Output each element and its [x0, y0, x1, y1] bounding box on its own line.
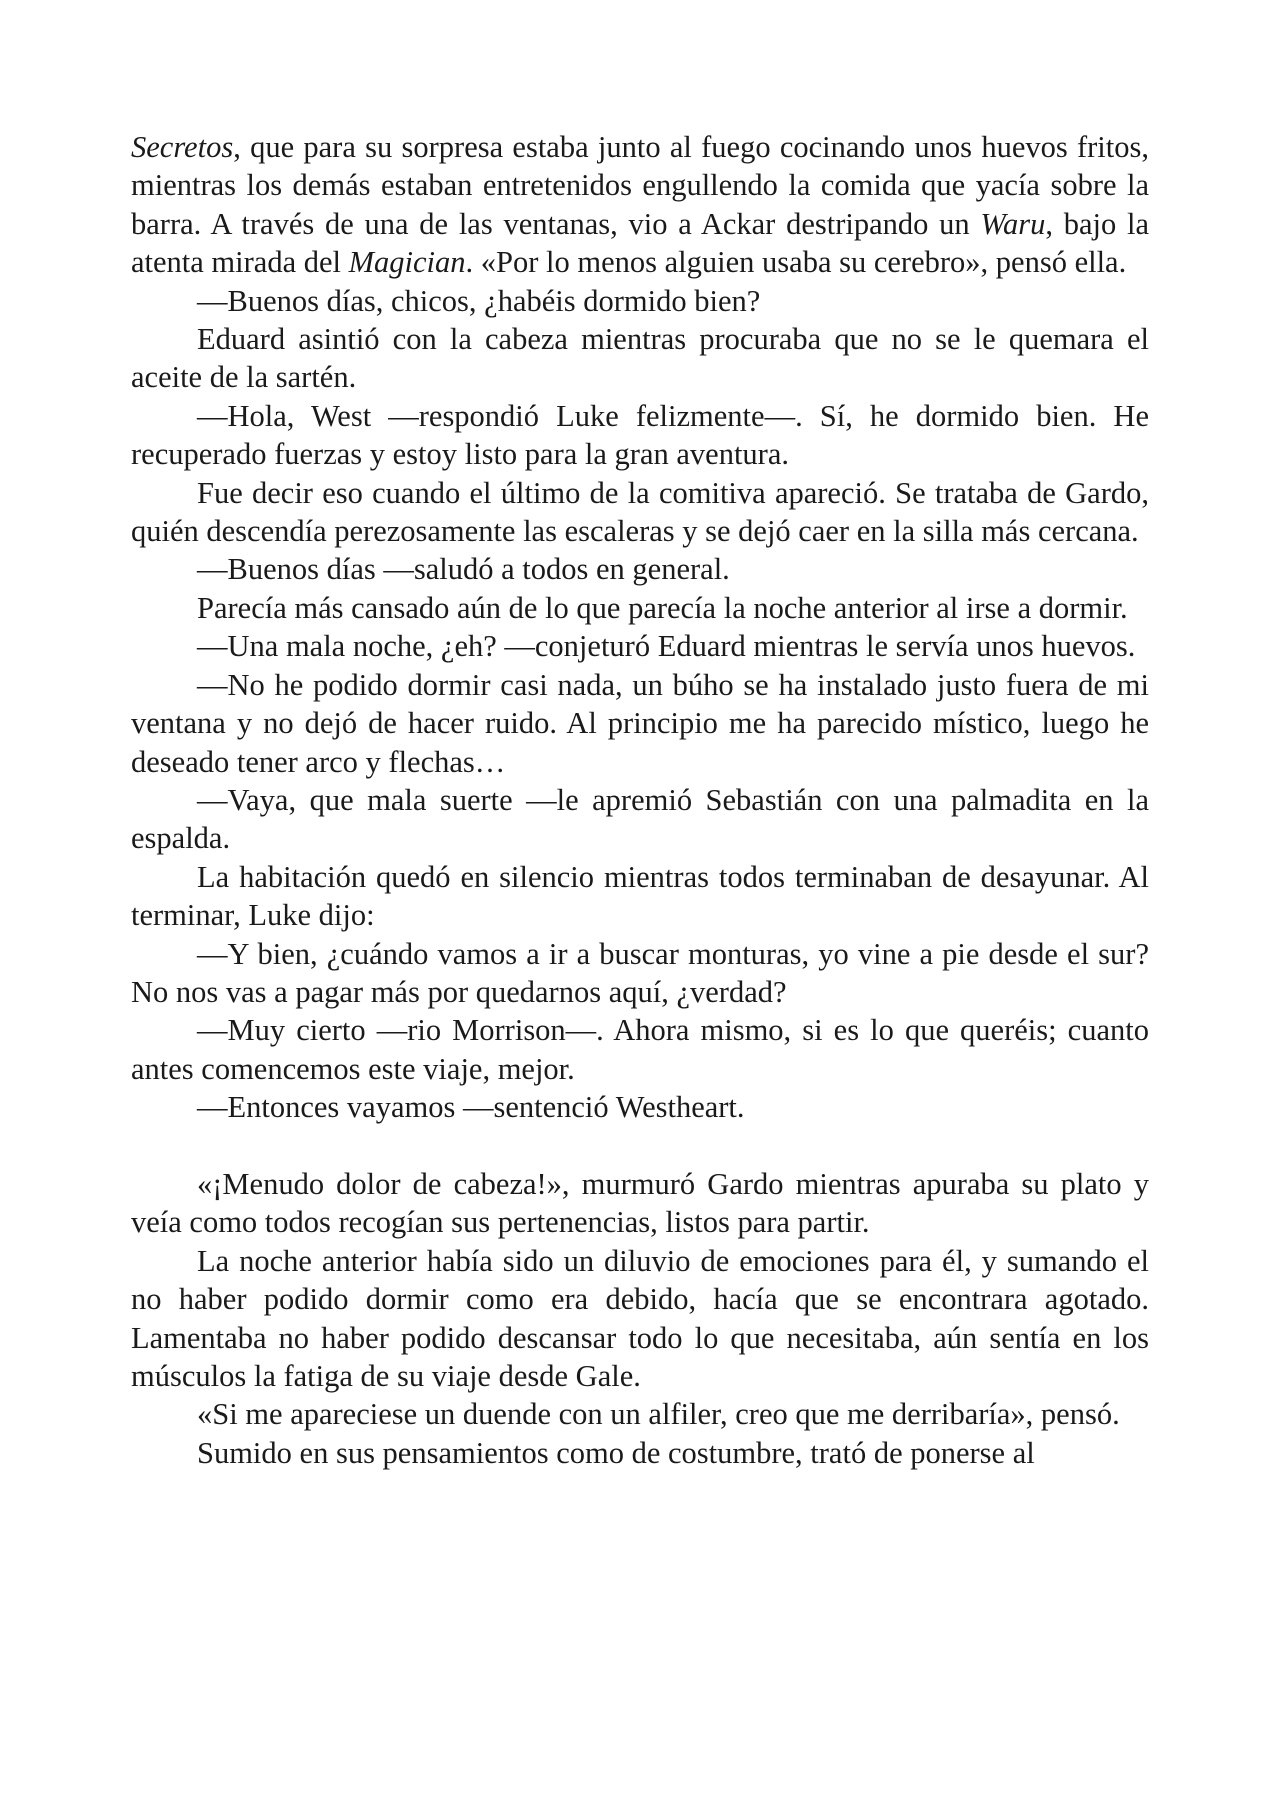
paragraph-text: Fue decir eso cuando el último de la comitiva apareció. Se trataba de Gardo, quién descendía perezosamente las escaleras y se dejó caer en la silla más cercana.	[131, 475, 1149, 549]
paragraph-text: «¡Menudo dolor de cabeza!», murmuró Gardo mientras apuraba su plato y veía como todos recogían sus pertenencias, listos para partir.	[131, 1166, 1149, 1240]
paragraph	[131, 935, 1149, 1012]
italic-text: Secretos	[131, 130, 234, 164]
paragraph	[131, 858, 1149, 935]
document-body	[131, 128, 1149, 1472]
paragraph-text: , que para su sorpresa estaba junto al fuego cocinando unos huevos fritos, mientras los demás estaban entretenidos engullendo la comida que yacía sobre la barra. A través de una de las ventanas, vio a Ackar destripando un	[131, 130, 1149, 241]
paragraph	[131, 474, 1149, 551]
italic-text: Waru	[980, 206, 1046, 241]
paragraph	[131, 1165, 1149, 1242]
paragraph-text: —Muy cierto —rio Morrison—. Ahora mismo, si es lo que queréis; cuanto antes comencemos este viaje, mejor.	[131, 1013, 1149, 1086]
paragraph	[131, 1395, 1149, 1433]
paragraph-text: —Una mala noche, ¿eh? —conjeturó Eduard mientras le servía unos huevos.	[197, 629, 1136, 664]
paragraph-text: —Buenos días, chicos, ¿habéis dormido bien?	[197, 283, 761, 318]
paragraph	[131, 550, 1149, 588]
paragraph-text: —Vaya, que mala suerte —le apremió Sebastián con una palmadita en la espalda.	[131, 782, 1149, 856]
paragraph-text: Parecía más cansado aún de lo que parecía la noche anterior al irse a dormir.	[197, 590, 1128, 625]
paragraph-text: La habitación quedó en silencio mientras todos terminaban de desayunar. Al terminar, Luke dijo:	[131, 859, 1149, 933]
paragraph-text: La noche anterior había sido un diluvio de emociones para él, y sumando el no haber podido dormir como era debido, hacía que se encontrara agotado. Lamentaba no haber podido descansar todo lo que necesitaba, aún sentía en los músculos la fatiga de su viaje desde Gale.	[131, 1243, 1149, 1393]
paragraph	[131, 282, 1149, 320]
paragraph	[131, 1088, 1149, 1126]
paragraph	[131, 1242, 1149, 1396]
paragraph-text: Eduard asintió con la cabeza mientras procuraba que no se le quemara el aceite de la sartén.	[131, 322, 1149, 395]
paragraph	[131, 1434, 1149, 1472]
paragraph	[131, 781, 1149, 858]
paragraph	[131, 320, 1149, 397]
paragraph	[131, 627, 1149, 665]
italic-text: Magician	[348, 245, 466, 280]
paragraph	[131, 589, 1149, 627]
paragraph	[131, 1011, 1149, 1088]
paragraph-text: «Si me apareciese un duende con un alfiler, creo que me derribaría», pensó.	[197, 1397, 1120, 1432]
paragraph	[131, 666, 1149, 781]
paragraph-text: Sumido en sus pensamientos como de costumbre, trató de ponerse al	[197, 1435, 1035, 1470]
paragraph-text: . «Por lo menos alguien usaba su cerebro», pensó ella.	[465, 245, 1127, 280]
paragraph-text: —Entonces vayamos —sentenció Westheart.	[197, 1090, 745, 1125]
paragraph	[131, 128, 1149, 282]
paragraph	[131, 397, 1149, 474]
paragraph-text: —Buenos días —saludó a todos en general.	[197, 552, 730, 587]
paragraph-text: , bajo la atenta mirada del	[131, 206, 1149, 280]
paragraph-text: —Y bien, ¿cuándo vamos a ir a buscar monturas, yo vine a pie desde el sur? No nos vas a pagar más por quedarnos aquí, ¿verdad?	[131, 936, 1149, 1009]
paragraph-text: —Hola, West —respondió Luke felizmente—. Sí, he dormido bien. He recuperado fuerzas y estoy listo para la gran aventura.	[131, 398, 1149, 472]
paragraph-text: —No he podido dormir casi nada, un búho se ha instalado justo fuera de mi ventana y no dejó de hacer ruido. Al principio me ha parecido místico, luego he deseado tener arco y flechas…	[131, 667, 1149, 779]
